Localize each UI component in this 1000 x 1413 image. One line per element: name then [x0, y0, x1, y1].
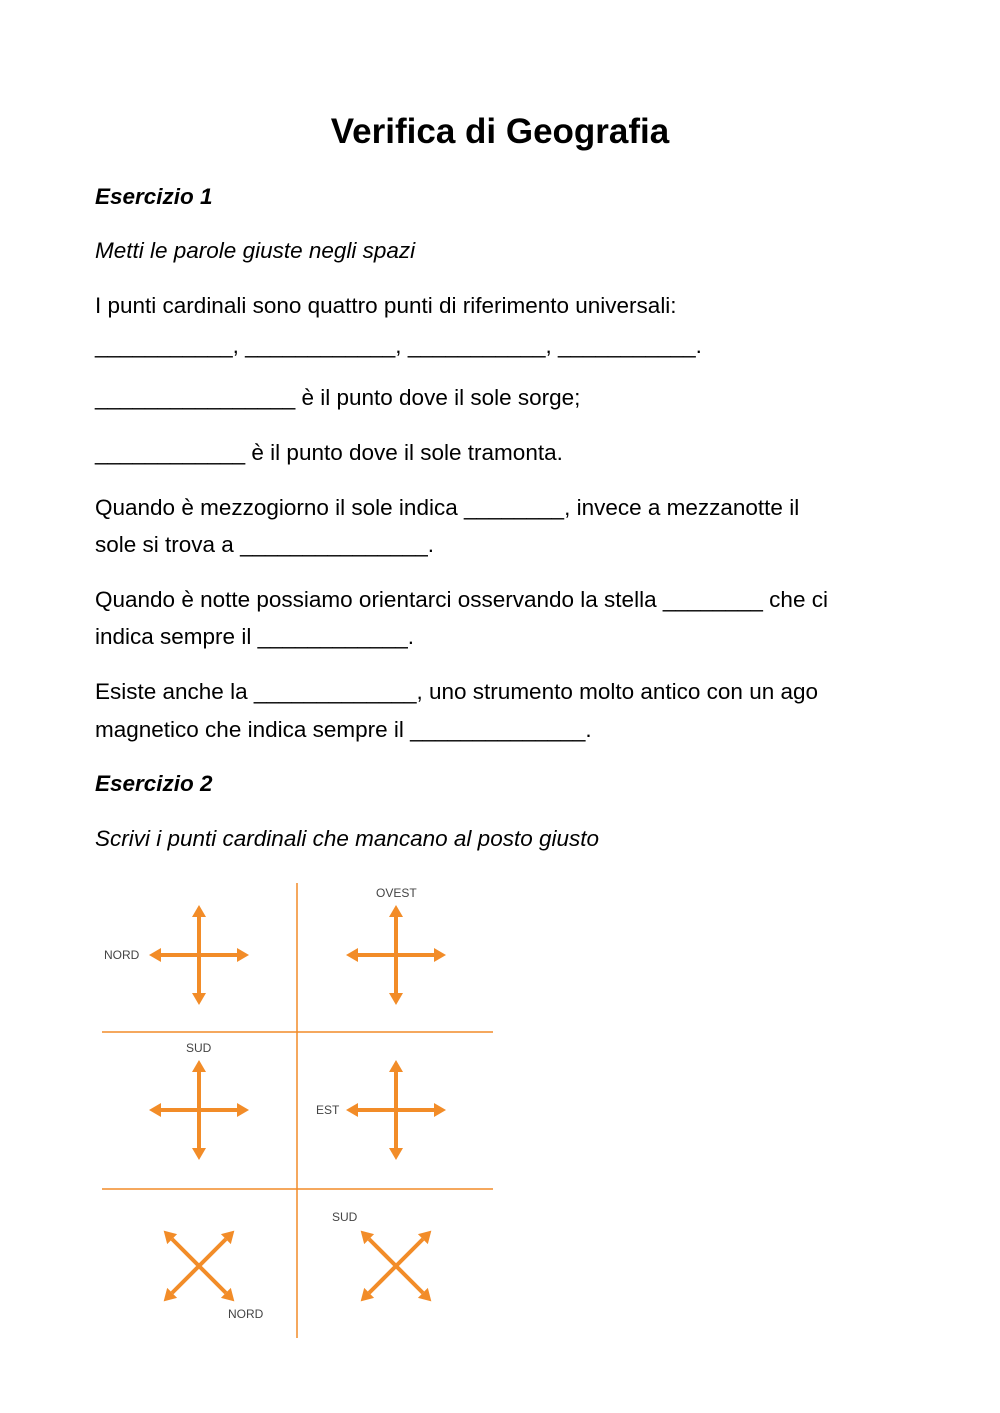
compass-cross-diagonal: [325, 1195, 466, 1336]
arrowhead-icon: [237, 1103, 249, 1117]
exercise1-line: I punti cardinali sono quattro punti di riferimento universali:: [95, 293, 677, 318]
arrowhead-icon: [434, 1103, 446, 1117]
compass-figure: [95, 868, 505, 1343]
compass-arrows-icon: [149, 1060, 249, 1160]
exercise1-heading: Esercizio 1: [95, 184, 213, 209]
exercise1-line: indica sempre il ____________.: [95, 624, 414, 649]
direction-label: SUD: [332, 1210, 358, 1224]
arrowhead-icon: [434, 948, 446, 962]
exercise1-instruction: Metti le parole giuste negli spazi: [95, 238, 416, 263]
compass-cross: [104, 905, 249, 1005]
arrowhead-icon: [346, 948, 358, 962]
direction-label: EST: [316, 1103, 340, 1117]
exercise1-line: magnetico che indica sempre il ______________.: [95, 717, 592, 742]
compass-grid: [95, 868, 505, 1343]
compass-arrows-icon: [346, 1060, 446, 1160]
exercise1-line: sole si trova a _______________.: [95, 532, 435, 557]
compass-arrows-icon: [149, 905, 249, 1005]
arrowhead-icon: [149, 948, 161, 962]
arrowhead-icon: [192, 905, 206, 917]
exercise2-heading: Esercizio 2: [95, 771, 213, 796]
arrowhead-icon: [192, 1148, 206, 1160]
compass-arrows-icon: [346, 905, 446, 1005]
direction-label: NORD: [228, 1307, 264, 1321]
arrowhead-icon: [389, 993, 403, 1005]
arrowhead-icon: [149, 1103, 161, 1117]
arrowhead-icon: [389, 1060, 403, 1072]
exercise2-instruction: Scrivi i punti cardinali che mancano al posto giusto: [95, 826, 600, 851]
page-title: Verifica di Geografia: [330, 112, 670, 151]
direction-label: SUD: [186, 1041, 212, 1055]
exercise1-line: Quando è notte possiamo orientarci osservando la stella ________ che ci: [95, 587, 828, 612]
compass-cross-diagonal: [128, 1195, 269, 1336]
arrowhead-icon: [192, 1060, 206, 1072]
compass-cross: [346, 886, 446, 1005]
exercise1-line: Quando è mezzogiorno il sole indica ________, invece a mezzanotte il: [95, 495, 800, 520]
arrowhead-icon: [389, 1148, 403, 1160]
exercise1-line: Esiste anche la _____________, uno strumento molto antico con un ago: [95, 679, 819, 704]
direction-label: NORD: [104, 948, 140, 962]
arrowhead-icon: [389, 905, 403, 917]
arrowhead-icon: [346, 1103, 358, 1117]
exercise1-line: ___________, ____________, ___________, ___________.: [95, 333, 702, 358]
compass-cross: [149, 1041, 249, 1160]
exercise1-line: ____________ è il punto dove il sole tramonta.: [95, 440, 563, 465]
exercise1-line: ________________ è il punto dove il sole sorge;: [95, 385, 581, 410]
arrowhead-icon: [237, 948, 249, 962]
direction-label: OVEST: [376, 886, 417, 900]
compass-cross: [316, 1060, 446, 1160]
arrowhead-icon: [192, 993, 206, 1005]
